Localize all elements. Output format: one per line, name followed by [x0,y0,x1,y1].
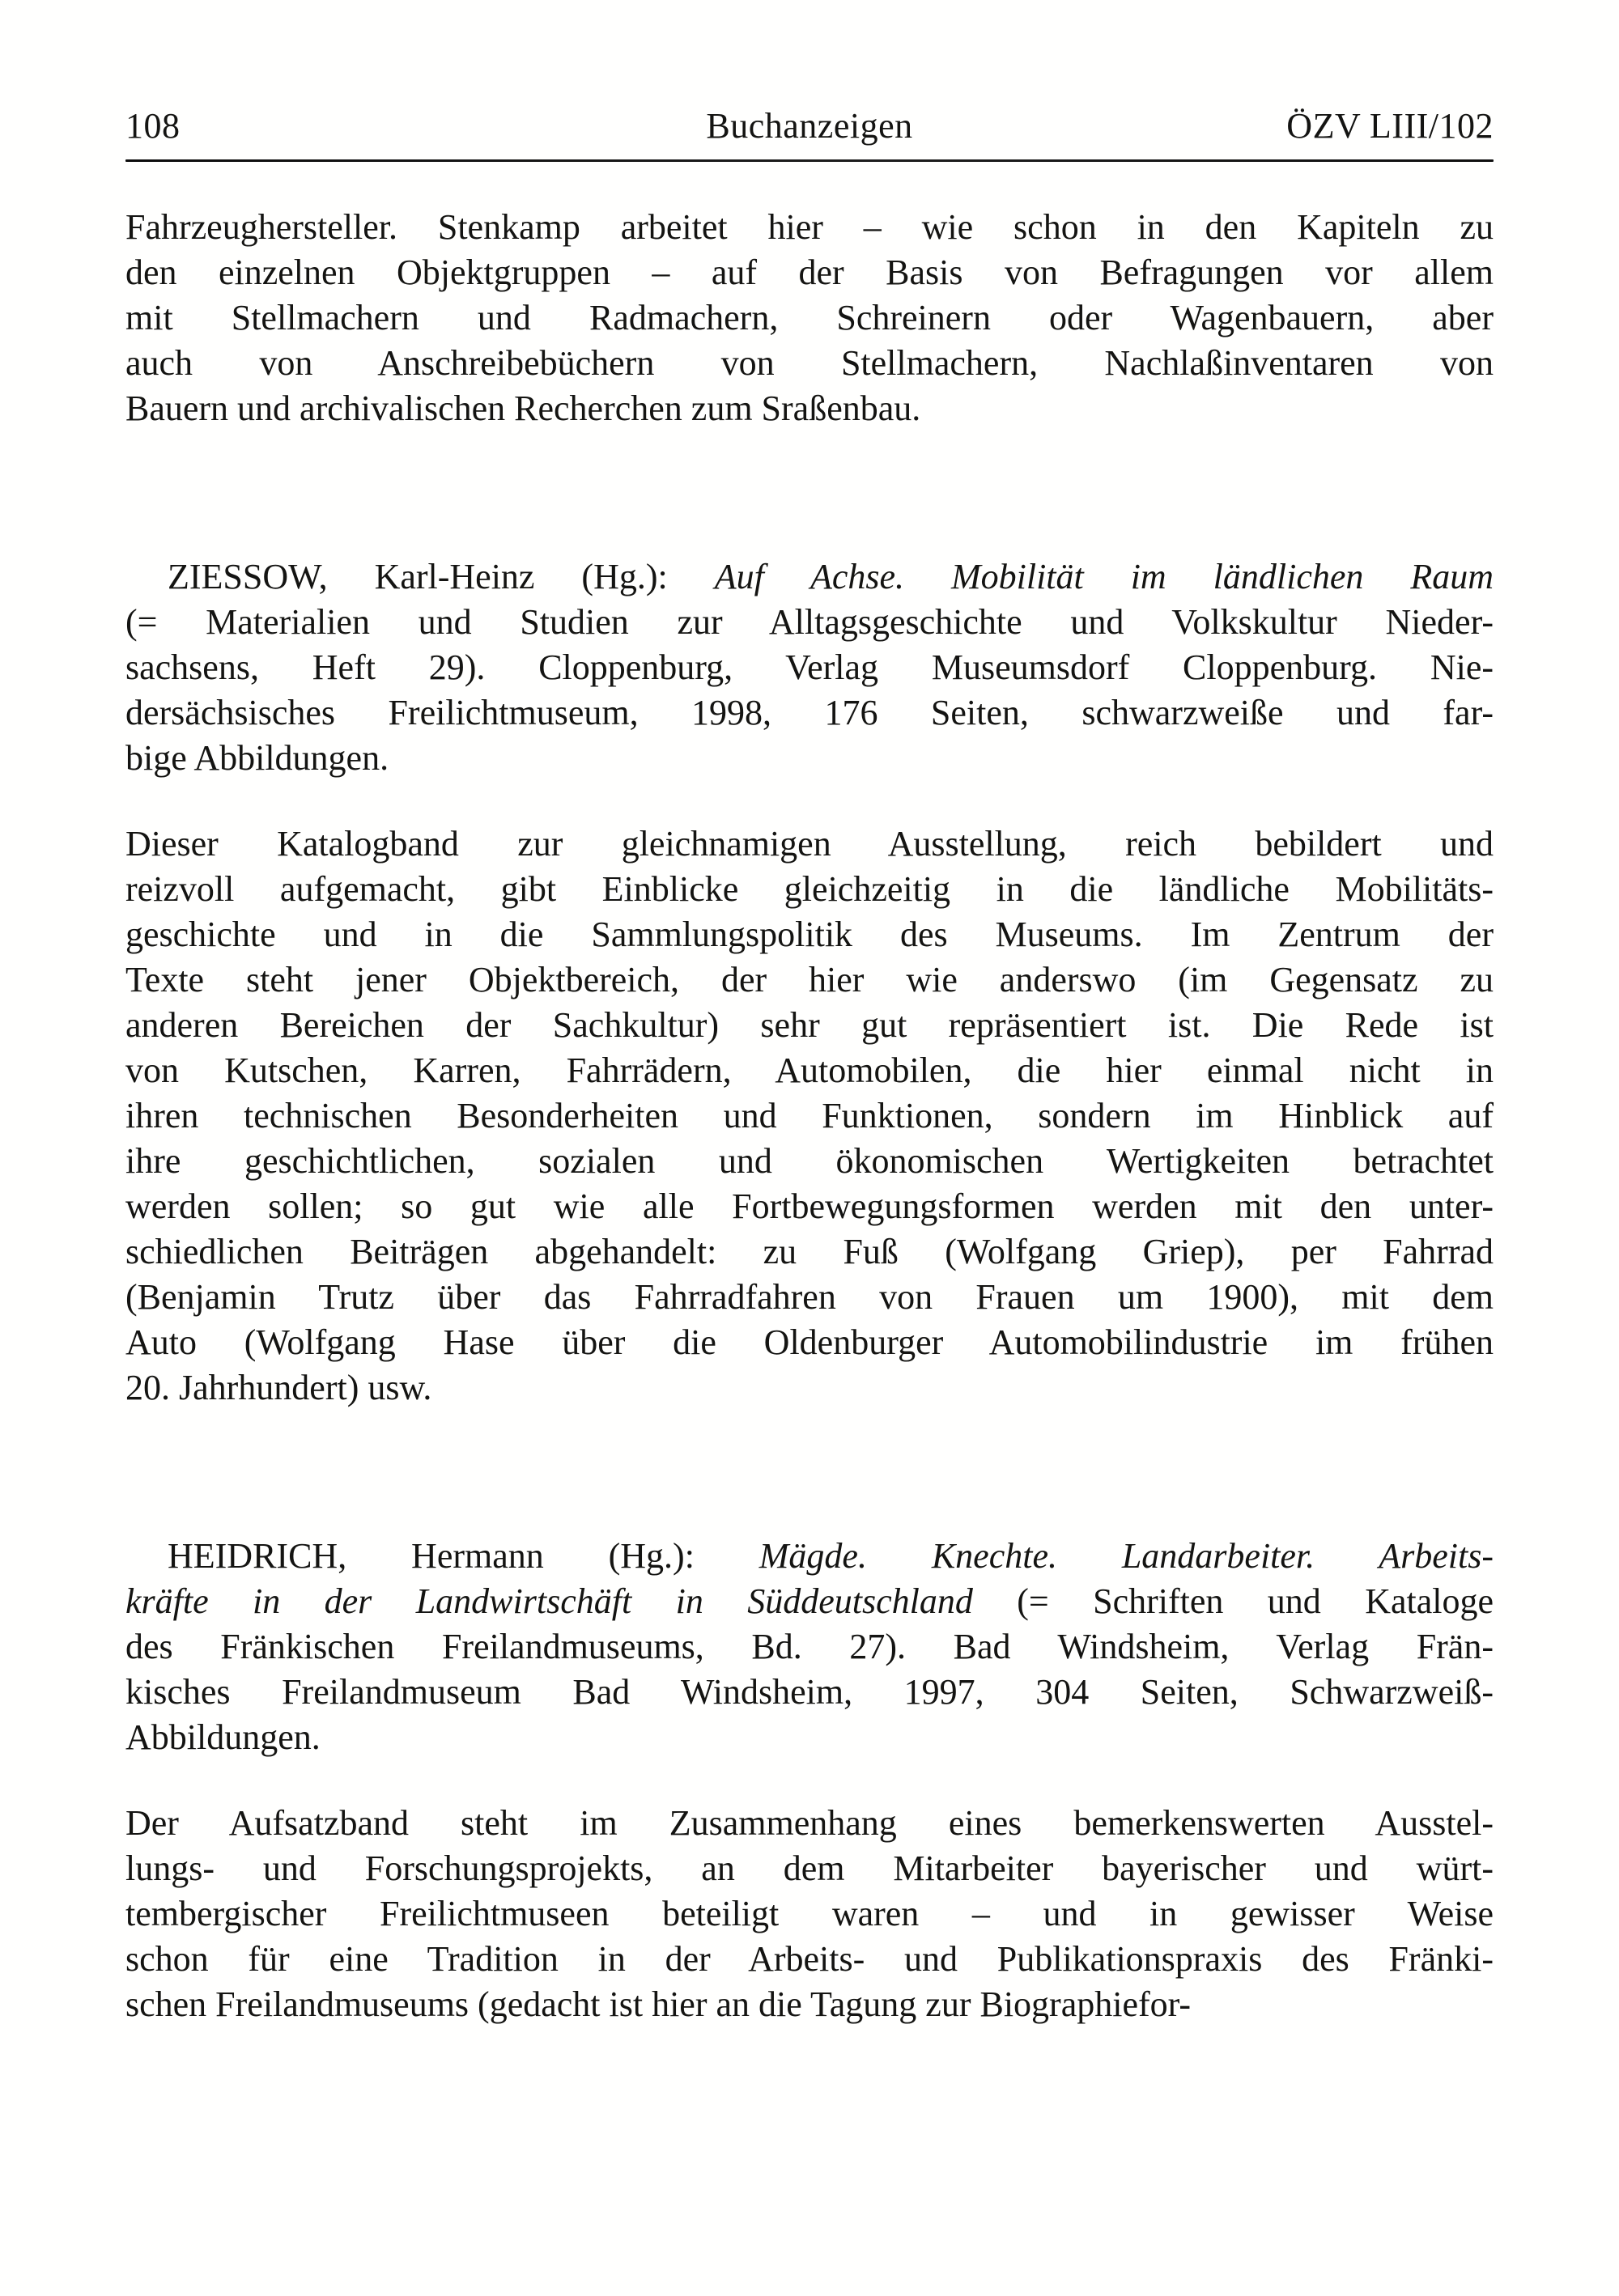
text-run: (= Materialien und Studien zur Alltagsgeschichte und Volkskultur Nieder- [125,602,1494,642]
text-line [125,1048,1494,1093]
text-line [125,1229,1494,1275]
text-run: ihren technischen Besonderheiten und Funktionen, sondern im Hinblick auf [125,1096,1494,1135]
text-line [125,1534,1494,1579]
text-line [125,1093,1494,1139]
text-run: Auto (Wolfgang Hase über die Oldenburger Automobilindustrie im frühen [125,1322,1494,1362]
text-line [125,1320,1494,1365]
text-run: auch von Anschreibebüchern von Stellmachern, Nachlaßinventaren von [125,343,1494,383]
text-line [125,1846,1494,1891]
text-line [125,957,1494,1003]
text-line [125,1365,1494,1411]
text-line [125,1670,1494,1715]
paragraph-review [125,821,1494,1411]
text-line [125,645,1494,690]
page-header [125,105,1494,147]
text-line [125,821,1494,867]
header-rule [125,159,1494,162]
text-run: Bauern und archivalischen Recherchen zum Sraßenbau. [125,388,921,428]
page-body [125,205,1494,2027]
text-line [125,600,1494,645]
text-line [125,341,1494,386]
paragraph-entry [125,1534,1494,1760]
text-run: schiedlichen Beiträgen abgehandelt: zu Fuß (Wolfgang Griep), per Fahrrad [125,1232,1494,1271]
text-run: kisches Freilandmuseum Bad Windsheim, 1997, 304 Seiten, Schwarzweiß- [125,1672,1494,1712]
text-run: dersächsisches Freilichtmuseum, 1998, 176 Seiten, schwarzweiße und far- [125,693,1494,732]
text-line [125,205,1494,250]
text-line [125,1715,1494,1760]
text-line [125,1982,1494,2027]
italic-text-run: Mägde. Knechte. Landarbeiter. Arbeits- [759,1536,1494,1576]
text-run: bige Abbildungen. [125,738,389,778]
text-line [125,1624,1494,1670]
text-line [125,1003,1494,1048]
page-number: 108 [125,106,181,146]
text-run: (= Schriften und Kataloge [1017,1581,1494,1621]
text-line [125,1937,1494,1982]
text-line [125,912,1494,957]
text-run: 20. Jahrhundert) usw. [125,1368,432,1407]
italic-text-run: kräfte in der Landwirtschäft in Süddeutschland [125,1581,1018,1621]
text-run: reizvoll aufgemacht, gibt Einblicke gleichzeitig in die ländliche Mobilitäts- [125,869,1494,909]
text-run: tembergischer Freilichtmuseen beteiligt waren – und in gewisser Weise [125,1894,1494,1933]
paragraph-review [125,1801,1494,2027]
text-run: werden sollen; so gut wie alle Fortbewegungsformen werden mit den unter- [125,1186,1494,1226]
text-line [125,1891,1494,1937]
journal-reference: ÖZV LIII/102 [1286,106,1494,146]
text-run: schen Freilandmuseums (gedacht ist hier an die Tagung zur Biographiefor- [125,1984,1192,2024]
text-line [125,1275,1494,1320]
text-line [125,867,1494,912]
text-line [125,250,1494,295]
text-line [125,690,1494,736]
text-run: ihre geschichtlichen, sozialen und ökonomischen Wertigkeiten betrachtet [125,1141,1494,1181]
paragraph-continuation [125,205,1494,431]
running-title: Buchanzeigen [706,106,913,146]
text-run: Abbildungen. [125,1717,321,1757]
text-run: HEIDRICH, Hermann (Hg.): [168,1536,759,1576]
text-run: lungs- und Forschungsprojekts, an dem Mitarbeiter bayerischer und würt- [125,1848,1494,1888]
text-run: ZIESSOW, Karl-Heinz (Hg.): [168,557,715,596]
text-run: Dieser Katalogband zur gleichnamigen Ausstellung, reich bebildert und [125,824,1494,864]
paragraph-entry [125,554,1494,781]
text-run: schon für eine Tradition in der Arbeits- und Publikationspraxis des Fränki- [125,1939,1494,1979]
text-line [125,386,1494,431]
text-line [125,1801,1494,1846]
text-run: von Kutschen, Karren, Fahrrädern, Automobilen, die hier einmal nicht in [125,1050,1494,1090]
text-line [125,295,1494,341]
text-line [125,1184,1494,1229]
text-run: Texte steht jener Objektbereich, der hier wie anderswo (im Gegensatz zu [125,960,1494,999]
italic-text-run: Auf Achse. Mobilität im ländlichen Raum [714,557,1494,596]
text-run: sachsens, Heft 29). Cloppenburg, Verlag Museumsdorf Cloppenburg. Nie- [125,647,1494,687]
text-run: mit Stellmachern und Radmachern, Schreinern oder Wagenbauern, aber [125,298,1494,337]
text-line [125,554,1494,600]
text-line [125,1579,1494,1624]
text-run: den einzelnen Objektgruppen – auf der Basis von Befragungen vor allem [125,253,1494,292]
text-line [125,1139,1494,1184]
text-run: des Fränkischen Freilandmuseums, Bd. 27). Bad Windsheim, Verlag Frän- [125,1627,1494,1666]
text-line [125,736,1494,781]
text-run: (Benjamin Trutz über das Fahrradfahren von Frauen um 1900), mit dem [125,1277,1494,1317]
text-run: Fahrzeughersteller. Stenkamp arbeitet hier – wie schon in den Kapiteln zu [125,207,1494,247]
text-run: geschichte und in die Sammlungspolitik des Museums. Im Zentrum der [125,915,1494,954]
text-run: Der Aufsatzband steht im Zusammenhang eines bemerkenswerten Ausstel- [125,1803,1494,1843]
text-run: anderen Bereichen der Sachkultur) sehr gut repräsentiert ist. Die Rede ist [125,1005,1494,1045]
